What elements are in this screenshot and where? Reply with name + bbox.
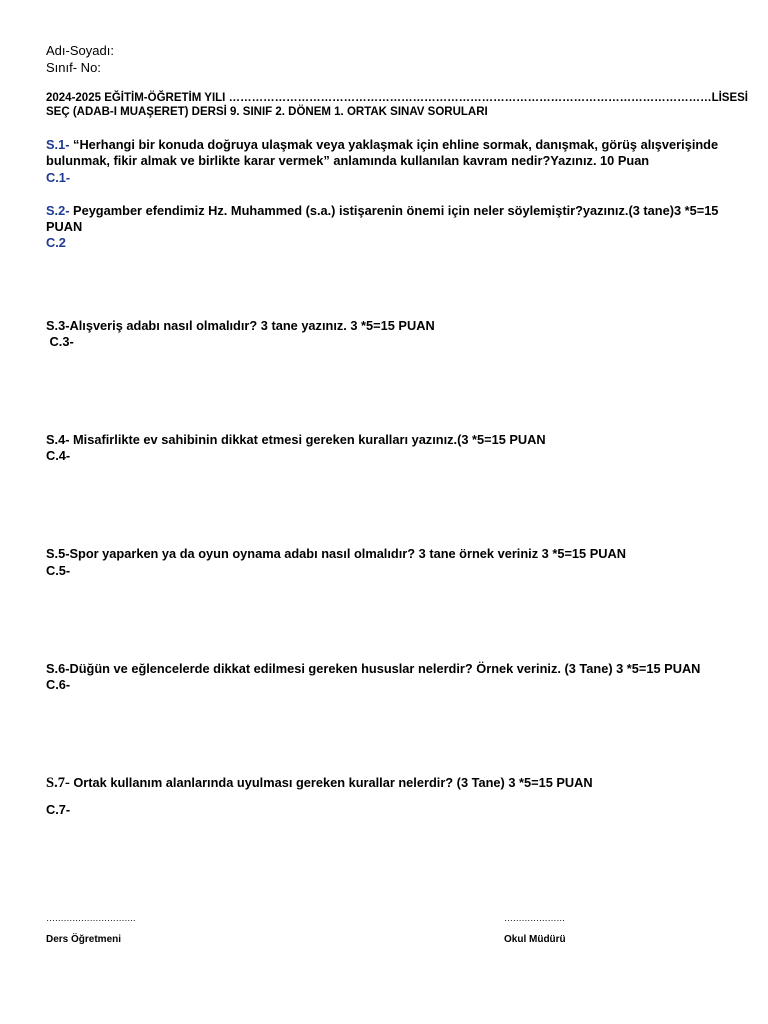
question-2-text-cont: PUAN bbox=[46, 219, 83, 234]
answer-7-label: C.7- bbox=[46, 802, 71, 817]
question-1 bbox=[46, 137, 718, 152]
question-2-number: S.2- bbox=[46, 203, 70, 218]
answer-1-label: C.1- bbox=[46, 170, 71, 185]
teacher-label: Ders Öğretmeni bbox=[46, 934, 122, 945]
principal-label: Okul Müdürü bbox=[504, 934, 566, 945]
course-title: SEÇ (ADAB-I MUAŞERET) DERSİ 9. SINIF 2. DÖNEM 1. ORTAK SINAV SORULARI bbox=[46, 106, 488, 118]
answer-3-label: C.3- bbox=[46, 334, 74, 349]
principal-signature-line: ………………… bbox=[504, 913, 565, 923]
question-2-text: Peygamber efendimiz Hz. Muhammed (s.a.) istişarenin önemi için neler söylemiştir?yazınız.(3 tane)3 *5=15 bbox=[69, 203, 719, 218]
question-7-text: Ortak kullanım alanlarında uyulması gereken kurallar nelerdir? (3 Tane) 3 *5=15 PUAN bbox=[69, 775, 593, 790]
question-7-number: S.7- bbox=[46, 775, 70, 791]
answer-5-label: C.5- bbox=[46, 563, 71, 578]
question-4: S.4- Misafirlikte ev sahibinin dikkat etmesi gereken kuralları yazınız.(3 *5=15 PUAN bbox=[46, 432, 546, 447]
name-label: Adı-Soyadı: bbox=[46, 43, 114, 58]
question-1-text: “Herhangi bir konuda doğruya ulaşmak veya yaklaşmak için ehline sormak, danışmak, görüş alışverişinde bbox=[69, 137, 719, 152]
question-6: S.6-Düğün ve eğlencelerde dikkat edilmesi gereken hususlar nelerdir? Örnek veriniz. (3 Tane) 3 *5=15 PUAN bbox=[46, 661, 701, 676]
teacher-signature-line: …………………………. bbox=[46, 913, 136, 923]
answer-2-label: C.2 bbox=[46, 235, 66, 250]
answer-6-label: C.6- bbox=[46, 677, 71, 692]
question-1-text-cont: bulunmak, fikir almak ve birlikte karar vermek” anlamında kullanılan kavram nedir?Yazınız. 10 Puan bbox=[46, 153, 650, 168]
question-5: S.5-Spor yaparken ya da oyun oynama adabı nasıl olmalıdır? 3 tane örnek veriniz 3 *5=15 PUAN bbox=[46, 546, 626, 561]
question-3: S.3-Alışveriş adabı nasıl olmalıdır? 3 tane yazınız. 3 *5=15 PUAN bbox=[46, 318, 435, 333]
class-no-label: Sınıf- No: bbox=[46, 60, 101, 75]
question-2 bbox=[46, 203, 718, 218]
question-7 bbox=[46, 775, 593, 792]
answer-4-label: C.4- bbox=[46, 448, 71, 463]
question-1-number: S.1- bbox=[46, 137, 70, 152]
school-year-line: 2024-2025 EĞİTİM-ÖĞRETİM YILI ………………………………………………………………………………………………………………LİSESİ bbox=[46, 92, 748, 104]
